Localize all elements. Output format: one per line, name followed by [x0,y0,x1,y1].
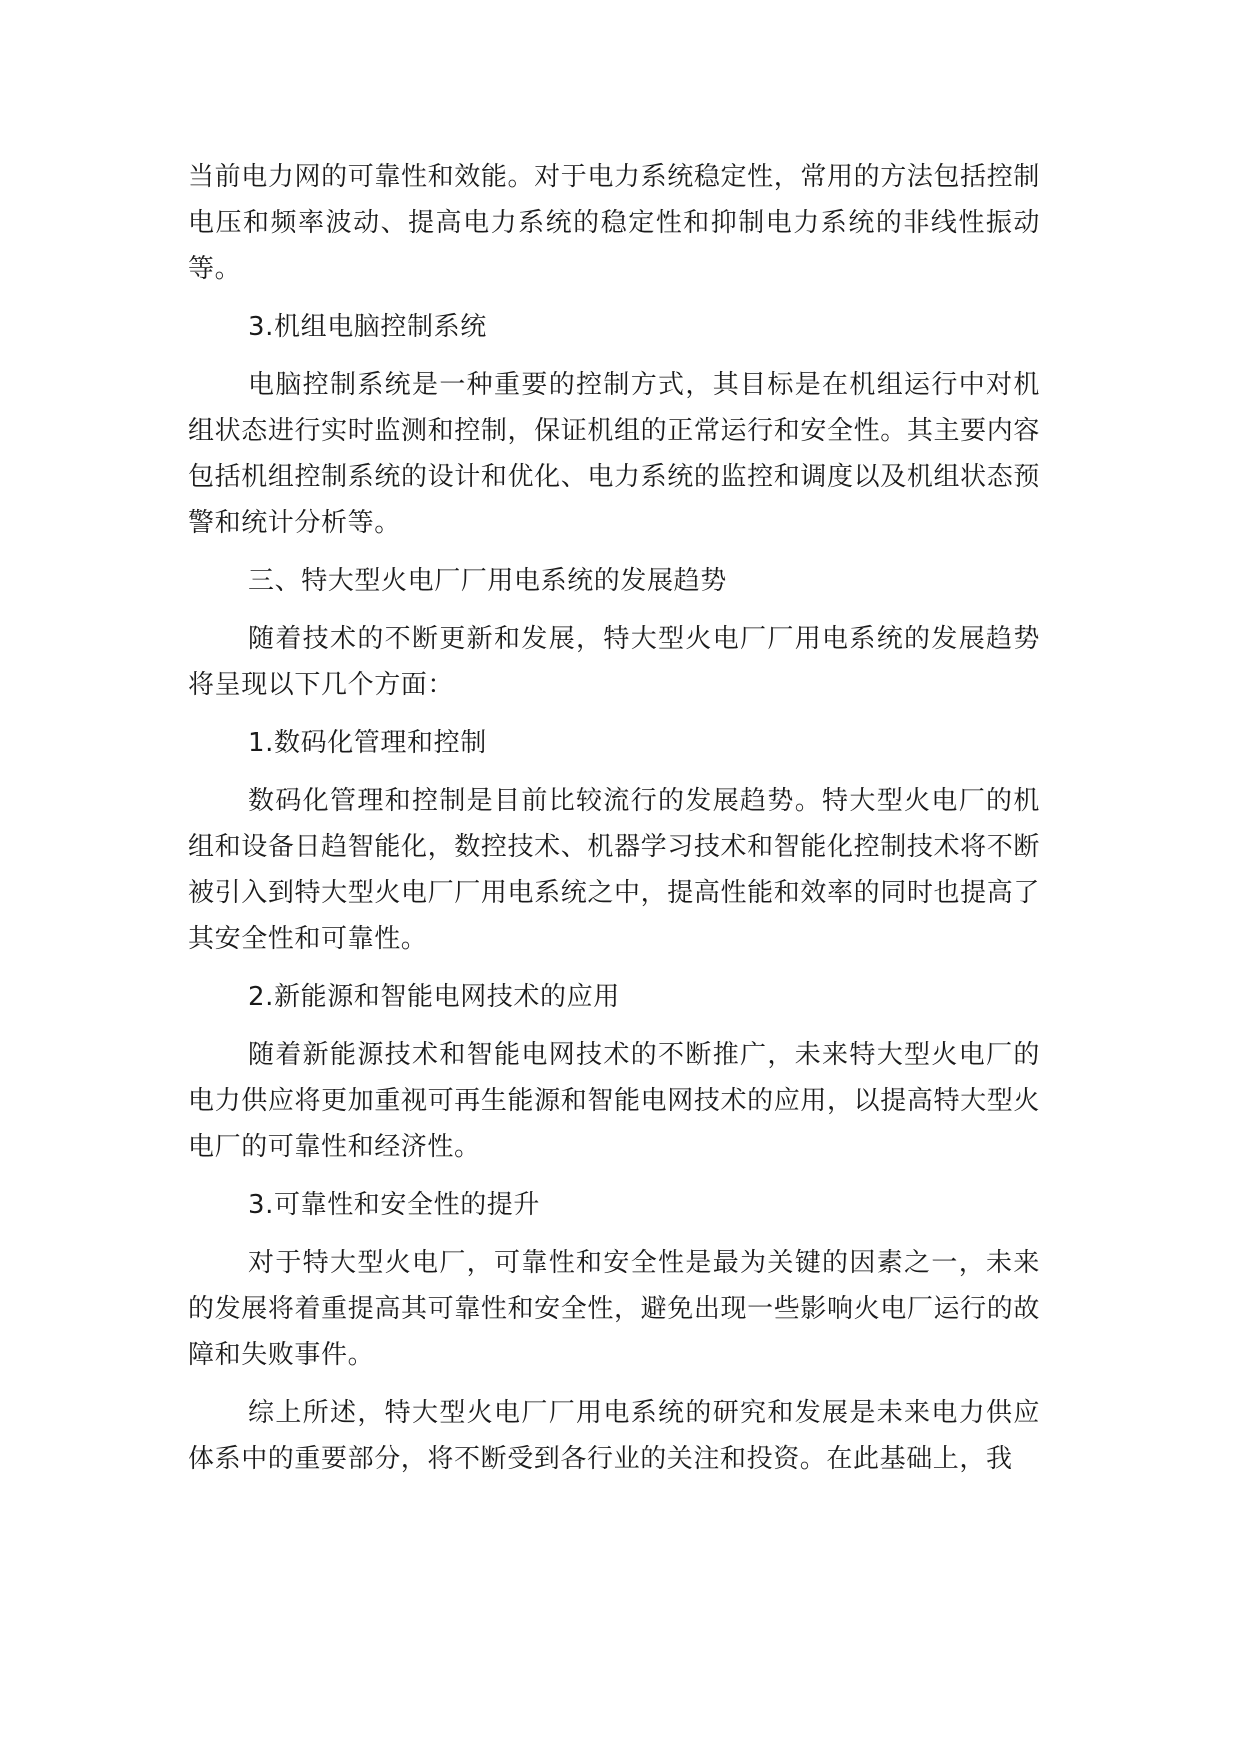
paragraph-digital-management: 数码化管理和控制是目前比较流行的发展趋势。特大型火电厂的机组和设备日趋智能化，数控技术、机器学习技术和智能化控制技术将不断被引入到特大型火电厂厂用电系统之中，提高性能和效率的同时也提高了其安全性和可靠性。 [188,786,1040,954]
paragraph-continued-text: 当前电力网的可靠性和效能。对于电力系统稳定性，常用的方法包括控制电压和频率波动、提高电力系统的稳定性和抑制电力系统的非线性振动等。 [188,162,1040,284]
heading-reliability-safety: 3.可靠性和安全性的提升 [248,1190,541,1220]
paragraph-new-energy-smart-grid: 随着新能源技术和智能电网技术的不断推广，未来特大型火电厂的电力供应将更加重视可再生能源和智能电网技术的应用，以提高特大型火电厂的可靠性和经济性。 [188,1040,1040,1162]
paragraph-computer-control: 电脑控制系统是一种重要的控制方式，其目标是在机组运行中对机组状态进行实时监测和控制，保证机组的正常运行和安全性。其主要内容包括机组控制系统的设计和优化、电力系统的监控和调度以及机组状态预警和统计分析等。 [188,370,1040,538]
heading-unit-computer-control: 3.机组电脑控制系统 [248,312,487,342]
heading-new-energy-smart-grid: 2.新能源和智能电网技术的应用 [248,982,620,1012]
heading-development-trends: 三、特大型火电厂厂用电系统的发展趋势 [248,566,727,596]
paragraph-trends-intro: 随着技术的不断更新和发展，特大型火电厂厂用电系统的发展趋势将呈现以下几个方面： [188,624,1040,700]
paragraph-reliability-safety: 对于特大型火电厂，可靠性和安全性是最为关键的因素之一，未来的发展将着重提高其可靠性和安全性，避免出现一些影响火电厂运行的故障和失败事件。 [188,1248,1040,1370]
document-body [188,154,1040,1494]
heading-digital-management: 1.数码化管理和控制 [248,728,487,758]
paragraph-summary: 综上所述，特大型火电厂厂用电系统的研究和发展是未来电力供应体系中的重要部分，将不断受到各行业的关注和投资。在此基础上，我 [188,1398,1040,1474]
